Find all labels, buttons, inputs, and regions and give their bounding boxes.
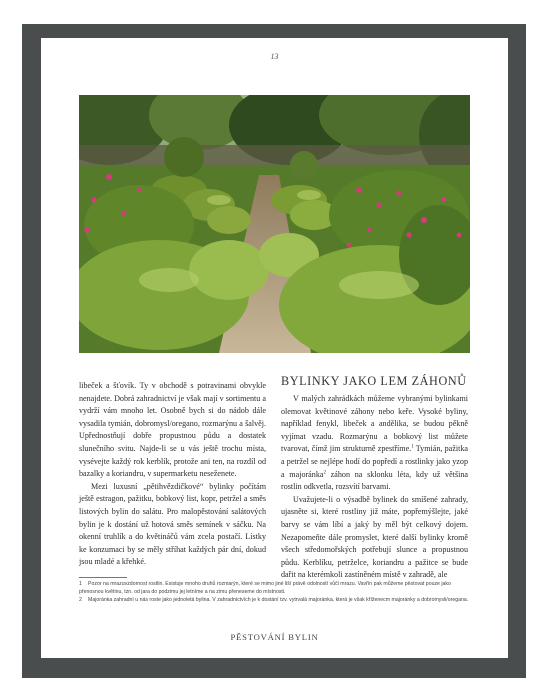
left-paragraph-1: libeček a šťovík. Ty v obchodě s potravinami obvykle nenajdete. Dobrá zahradnictví je však mají v sortimentu a vydrží vám mnoho let. Osobně bych si do nádob dále vysadila tymián, dobromysl/oregano, rozmarýnu a šalvěj. Upřednostňují dobře propustnou půdu a dostatek slunečního svitu. Najde-li se u vás ještě trochu místa, vysévejte každý rok kerblík, protože ani ten, na rozdíl od bazalky a koriandru, v supermarketu neseženete. [79, 381, 266, 479]
book-page [41, 38, 508, 658]
right-paragraph-1 [281, 393, 468, 494]
footnote-text: Majoránka zahradní u nás roste jako jednoletá bylina. V zahradnictvích je k dostání tzv. vytrvalá majoránka, která je však kříženecm majoránky a dobromysli/oregana. [88, 597, 469, 604]
footnote-number: 1 [79, 581, 82, 587]
footnote-item [79, 581, 471, 596]
footnote-number: 2 [79, 597, 82, 604]
right-paragraph-1-part-a: V malých zahrádkách můžeme vybranými bylinkami olemovat květinové záhony nebo keře. Vysoké byliny, například fenykl, libeček a andělika, se budou pěkně vyjímat vzadu. Rozmarýnu a bobkový list můžete tvarovat, čímž jim strukturně zpestříme. [281, 394, 468, 454]
footnote-text: Pozor na mrazuvzdornost rostlin. Existuje mnoho druhů rozmarýn, které se mimo jiné liší právě odolností vůči mrazu. Vavřín pak můžeme pěstovat pouze jako přenosnou květinu, tzn. od jara do podzimu jej letníme a na zimu přeneseme do místnosti. [79, 581, 451, 595]
footnote-ref-1[interactable]: 1 [411, 444, 414, 450]
garden-photo [79, 95, 470, 353]
page-number: 13 [270, 52, 279, 61]
left-paragraph-2: Mezi luxusní „pětihvězdičkové“ bylinky počítám ještě estragon, pažitku, bobkový list, kopr, petržel a směs listových bylin do salátu. Pro malopěstování salátových bylin je k dostání už hotová směs semínek v sáčku. Na okenní truhlík a do květináčů vám zcela postačí. Lístky ke konzumaci by se měly stříhat každých pár dní, dokud jsou mladé a křehké. [79, 481, 266, 567]
right-column [281, 374, 468, 582]
right-paragraph-1-part-c: záhon na sklonku léta, kdy už většina rostlin odkvetla, rozsvítí barvami. [281, 469, 468, 492]
section-heading: BYLINKY JAKO LEM ZÁHONŮ [281, 374, 467, 388]
herb-garden-illustration [79, 95, 470, 353]
right-paragraph-2: Uvažujete-li o výsadbě bylinek do smíšené zahrady, ujasněte si, které rostliny již máte, popřemýšlejte, jaké barvy se vám líbí a jaký by měl být celkový dojem. Nezapomeňte dále promyslet, které další bylinky kromě všech středomořských potřebují slunce a propustnou půdu. Kerblíku, petrželce, koriandru a pažitce se bude dařit na kterémkoli zastíněném místě v zahradě, ale [281, 494, 468, 580]
footnotes [79, 581, 471, 606]
footnote-item [79, 597, 471, 605]
footnote-divider [79, 577, 127, 578]
right-paragraph-1-part-b: Tymián, pažitka a petržel se nejlépe hodí do popředí a rostlinky jako yzop a majoránka [281, 444, 468, 479]
running-footer: PĚSTOVÁNÍ BYLIN [230, 632, 319, 642]
left-column [79, 380, 266, 569]
footnote-ref-2[interactable]: 2 [323, 469, 326, 475]
